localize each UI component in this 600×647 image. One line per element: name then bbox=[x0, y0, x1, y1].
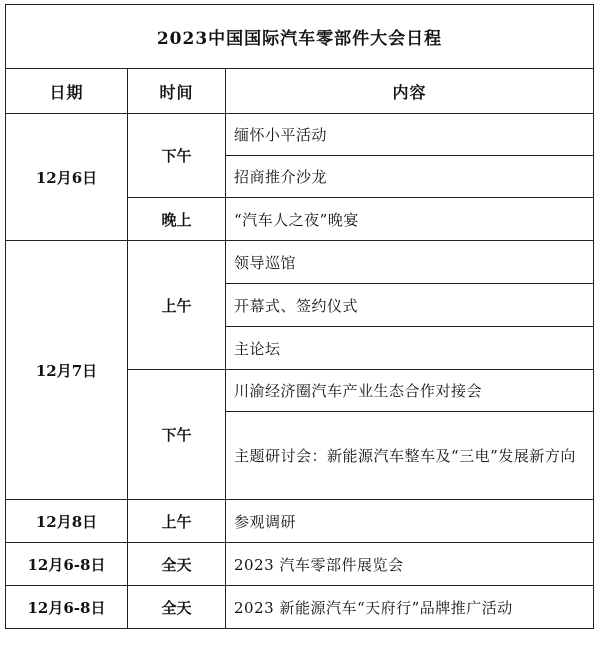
header-row bbox=[6, 69, 594, 114]
header-date: 日期 bbox=[6, 69, 128, 114]
content-cell: 开幕式、签约仪式 bbox=[226, 284, 594, 327]
time-cell: 晚上 bbox=[128, 198, 226, 241]
time-cell: 全天 bbox=[128, 543, 226, 586]
date-cell: 12月6日 bbox=[6, 114, 128, 241]
schedule-title: 2023中国国际汽车零部件大会日程 bbox=[6, 5, 594, 69]
content-cell: 主论坛 bbox=[226, 327, 594, 370]
date-cell: 12月7日 bbox=[6, 241, 128, 500]
content-cell: 川渝经济圈汽车产业生态合作对接会 bbox=[226, 370, 594, 412]
content-cell: 招商推介沙龙 bbox=[226, 156, 594, 198]
date-cell: 12月6-8日 bbox=[6, 543, 128, 586]
table-row bbox=[6, 114, 594, 156]
time-cell: 上午 bbox=[128, 500, 226, 543]
table-row bbox=[6, 241, 594, 284]
table-row bbox=[6, 500, 594, 543]
table-row bbox=[6, 543, 594, 586]
content-cell: 主题研讨会：新能源汽车整车及“三电”发展新方向 bbox=[226, 412, 594, 500]
header-content: 内容 bbox=[226, 69, 594, 114]
content-cell: 2023 汽车零部件展览会 bbox=[226, 543, 594, 586]
header-time: 时间 bbox=[128, 69, 226, 114]
table-row bbox=[6, 586, 594, 629]
content-cell: 参观调研 bbox=[226, 500, 594, 543]
date-cell: 12月8日 bbox=[6, 500, 128, 543]
time-cell: 上午 bbox=[128, 241, 226, 370]
content-cell: “汽车人之夜”晚宴 bbox=[226, 198, 594, 241]
content-cell: 2023 新能源汽车“天府行”品牌推广活动 bbox=[226, 586, 594, 629]
title-row bbox=[6, 5, 594, 69]
date-cell: 12月6-8日 bbox=[6, 586, 128, 629]
schedule-table bbox=[5, 4, 594, 629]
time-cell: 下午 bbox=[128, 114, 226, 198]
time-cell: 下午 bbox=[128, 370, 226, 500]
content-cell: 领导巡馆 bbox=[226, 241, 594, 284]
time-cell: 全天 bbox=[128, 586, 226, 629]
content-cell: 缅怀小平活动 bbox=[226, 114, 594, 156]
